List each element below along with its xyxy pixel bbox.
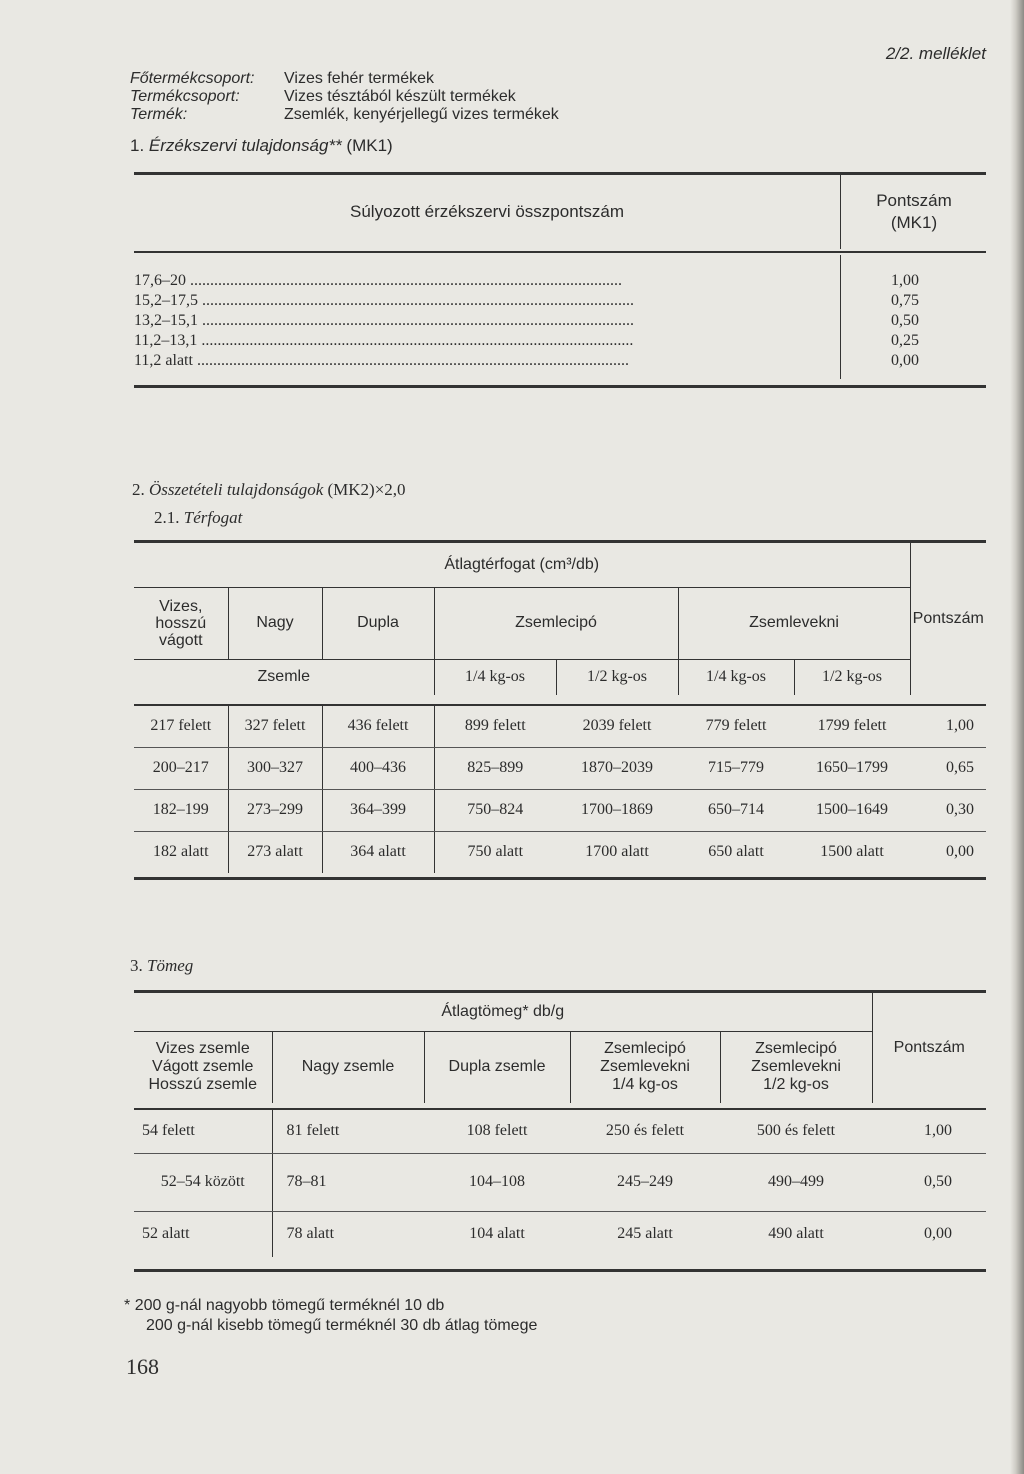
table-cell: 1650–1799 <box>794 747 910 789</box>
table-cell: 182–199 <box>134 789 228 831</box>
table-cell: 650 alatt <box>708 843 764 861</box>
table-cell: 1500 alatt <box>820 843 884 861</box>
table-cell: 327 felett <box>228 705 322 747</box>
table-cell: 1700 alatt <box>585 843 649 861</box>
page-reference: 2/2. melléklet <box>885 44 986 63</box>
table-cell: 245 alatt <box>617 1225 673 1243</box>
table-row <box>134 1109 986 1153</box>
meta-value: Vizes tésztából készült termékek <box>284 88 516 105</box>
header-separator <box>134 251 986 253</box>
table-cell: 200–217 <box>134 747 228 789</box>
footnote: * 200 g-nál nagyobb tömegű terméknél 10 db 200 g-nál kisebb tömegű terméknél 30 db átlag tömege <box>124 1297 538 1334</box>
table-cell: 78 alatt <box>286 1225 335 1243</box>
table-cell: 1500–1649 <box>794 789 910 831</box>
col-header-dupla-zsemle: Dupla zsemle <box>424 1031 570 1103</box>
table-cell: 273–299 <box>228 789 322 831</box>
table-cell: 104 alatt <box>469 1225 525 1243</box>
sub-header-quarter: 1/4 kg-os <box>434 659 556 695</box>
table-cell: 650–714 <box>678 789 794 831</box>
table-cell: 2039 felett <box>556 705 678 747</box>
sub-header-quarter: 1/4 kg-os <box>678 659 794 695</box>
table-cell: 1700–1869 <box>556 789 678 831</box>
weight-group-header: Átlagtömeg* db/g <box>134 993 872 1031</box>
table-cell: 217 felett <box>134 705 228 747</box>
col-header-zsemle: Zsemle <box>134 659 434 695</box>
volume-table <box>134 540 986 880</box>
col-header-half: Zsemlecipó Zsemlevekni 1/2 kg-os <box>751 1040 841 1094</box>
table-cell: 300–327 <box>228 747 322 789</box>
table-row: 15,2–17,5 ............................................................................................................ 0,75 <box>134 292 919 309</box>
table-cell: 500 és felett <box>720 1109 872 1153</box>
table-cell: 250 és felett <box>570 1109 720 1153</box>
col-header-dupla: Dupla <box>357 614 399 631</box>
col-header-nagy-zsemle: Nagy zsemle <box>272 1031 424 1103</box>
sensory-col-header: Súlyozott érzékszervi összpontszám <box>350 202 624 221</box>
table-cell: 52–54 között <box>134 1153 272 1211</box>
table-cell: 436 felett <box>322 705 434 747</box>
sensory-table <box>134 172 986 388</box>
col-header-vizes-zsemle: Vizes zsemle Vágott zsemle Hosszú zsemle <box>134 1031 272 1103</box>
table-row <box>134 831 986 873</box>
product-meta <box>130 70 559 124</box>
table-cell: 81 felett <box>272 1109 424 1153</box>
table-cell: 0,50 <box>872 1153 986 1211</box>
meta-label: Termékcsoport: <box>130 88 240 105</box>
meta-label: Termék: <box>130 106 188 123</box>
table-cell: 364–399 <box>322 789 434 831</box>
col-header-zsemlecipo: Zsemlecipó <box>434 587 678 659</box>
points-col-header: Pontszám <box>872 993 986 1103</box>
table-cell: 0,65 <box>910 747 986 789</box>
table-cell: 750 alatt <box>467 843 524 861</box>
meta-label: Főtermékcsoport: <box>130 70 255 87</box>
weight-table <box>134 990 986 1272</box>
col-header-quarter: Zsemlecipó Zsemlevekni 1/4 kg-os <box>570 1031 720 1103</box>
meta-value: Zsemlék, kenyérjellegű vizes termékek <box>284 106 559 123</box>
table-row <box>134 705 986 747</box>
table-row <box>134 1153 986 1211</box>
table-cell: 54 felett <box>134 1109 272 1153</box>
table-row: 11,2–13,1 ............................................................................................................ 0,25 <box>134 332 919 349</box>
sub-header-half: 1/2 kg-os <box>794 659 910 695</box>
table-cell: 0,00 <box>946 843 974 861</box>
col-header-nagy: Nagy <box>228 587 322 659</box>
table-cell: 825–899 <box>434 747 556 789</box>
table-row <box>134 747 986 789</box>
table-cell: 1870–2039 <box>556 747 678 789</box>
points-col-header: Pontszám <box>910 543 986 695</box>
table-row: 13,2–15,1 ............................................................................................................ 0,50 <box>134 312 919 329</box>
table-cell: 245–249 <box>570 1153 720 1211</box>
table-cell: 108 felett <box>424 1109 570 1153</box>
section2-subheading: 2.1. Térfogat <box>154 508 243 527</box>
footnote-mark: * <box>124 1297 131 1314</box>
table-cell: 78–81 <box>272 1153 424 1211</box>
col-header-vizes: Vizes, hosszú vágott <box>134 587 228 659</box>
section1-heading: 1. Érzékszervi tulajdonság** (MK1) <box>130 136 393 155</box>
sub-header-half: 1/2 kg-os <box>556 659 678 695</box>
table-cell: 1,00 <box>872 1109 986 1153</box>
table-cell: 1,00 <box>910 705 986 747</box>
table-row: 11,2 alatt ............................................................................................................ 0,00 <box>134 352 919 369</box>
table-row <box>134 789 986 831</box>
volume-group-header: Átlagtérfogat (cm³/db) <box>134 543 910 587</box>
table-cell: 104–108 <box>424 1153 570 1211</box>
table-cell: 364 alatt <box>322 831 434 873</box>
table-row: 17,6–20 ............................................................................................................ 1,00 <box>134 272 919 289</box>
table-cell: 490 alatt <box>768 1225 824 1243</box>
col-header-zsemlevekni: Zsemlevekni <box>678 587 910 659</box>
page-edge <box>1010 0 1024 1474</box>
table-row <box>134 1211 986 1257</box>
table-cell: 0,30 <box>910 789 986 831</box>
table-cell: 52 alatt <box>134 1211 272 1257</box>
table-cell: 273 alatt <box>228 831 322 873</box>
table-cell: 182 alatt <box>134 831 228 873</box>
table-cell: 0,00 <box>924 1225 952 1243</box>
page-number: 168 <box>126 1354 159 1379</box>
points-col-header: Pontszám (MK1) <box>840 175 987 249</box>
table-cell: 899 felett <box>434 705 556 747</box>
section2-heading: 2. Összetételi tulajdonságok (MK2)×2,0 <box>132 480 406 499</box>
section3-heading: 3. Tömeg <box>130 956 194 975</box>
meta-value: Vizes fehér termékek <box>284 70 434 87</box>
table-cell: 490–499 <box>720 1153 872 1211</box>
table-cell: 750–824 <box>434 789 556 831</box>
table-cell: 1799 felett <box>794 705 910 747</box>
table-cell: 715–779 <box>678 747 794 789</box>
table-cell: 779 felett <box>678 705 794 747</box>
table-cell: 400–436 <box>322 747 434 789</box>
